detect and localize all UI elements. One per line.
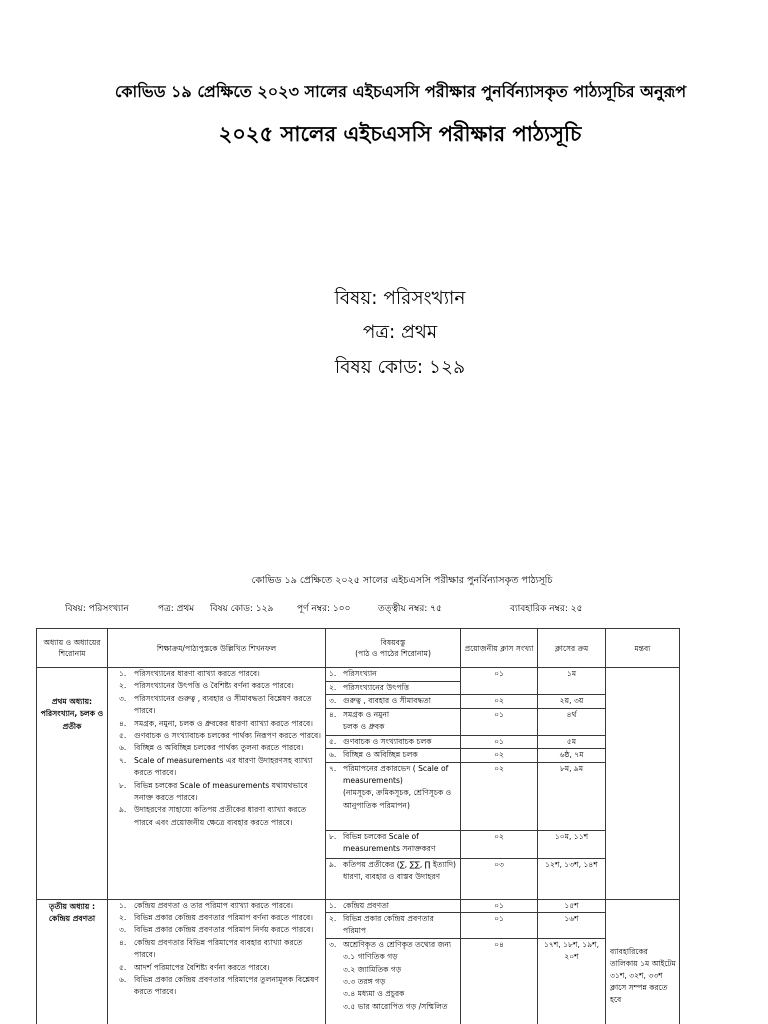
outcome-number: ২. <box>119 913 127 923</box>
content-item <box>329 763 457 813</box>
content-number: ৩. <box>329 939 337 949</box>
class-count-cell: ০৩ <box>461 858 538 899</box>
class-count-cell: ০২ <box>461 695 538 708</box>
class-count-cell: ০১ <box>461 735 538 748</box>
content-text: অশ্রেণিকৃত ও শ্রেণিকৃত তথ্যের জন্য <box>343 939 452 949</box>
content-item <box>329 831 457 856</box>
remark-cell <box>606 668 680 900</box>
content-item <box>329 709 457 734</box>
content-number: ৮. <box>329 831 337 841</box>
content-number: ৩. <box>329 696 337 706</box>
outcome-text: বিভিন্ন প্রকার কেন্দ্রিয় প্রবণতার পরিমাপ বর্ণনা করতে পারবে। <box>134 913 313 923</box>
chapter-title-cell <box>37 668 108 900</box>
info-subject-code: বিষয় কোড: ১২৯ <box>210 604 274 614</box>
remark-text: ব্যাবহারিকের তালিকায় ১ম আইটেম ৩১শ, ৩২শ, ৩৩শ ক্লাসে সম্পন্ন করতে হবে <box>610 946 676 1004</box>
content-number: ৪. <box>329 709 337 719</box>
outcome-number: ৪. <box>119 937 127 947</box>
syllabus-title: কোভিড ১৯ প্রেক্ষিতে ২০২৫ সালের এইচএসসি পরীক্ষার পুনর্বিন্যাসকৃত পাঠ্যসূচি <box>251 575 553 586</box>
header-learning-outcomes: শিক্ষাক্রম/পাঠ্যপুস্তকে উল্লিখিত শিখনফল <box>108 629 326 668</box>
content-text: কতিপয় প্রতীকের (∑, ∑∑, ∏ ইত্যাদি) ধারণা, ব্যবহার ও বাস্তব উদাহরণ <box>343 859 457 882</box>
outcome-item <box>111 937 322 962</box>
content-item <box>329 913 457 938</box>
outcome-item <box>111 680 322 692</box>
content-text: গুণবাচক ও সংখ্যাবাচক চলক <box>343 736 432 746</box>
content-item <box>329 900 457 912</box>
class-order-cell: ১২শ, ১৩শ, ১৪শ <box>538 858 606 899</box>
outcome-text: সমগ্রক, নমুনা, চলক ও ধ্রুবকের ধারণা ব্যাখ্যা করতে পারবে। <box>134 718 313 728</box>
content-text: বিভিন্ন প্রকার কেন্দ্রিয় প্রবণতার পরিমাপ <box>343 914 434 936</box>
content-subitem: ৩.১ গাণিতিক গড় <box>343 952 398 962</box>
content-text: চলক ও ধ্রুবক <box>343 722 385 732</box>
class-order-cell: ১ম <box>538 668 606 695</box>
outcome-text: পরিসংখ্যানের ধারণা ব্যাখ্যা করতে পারবে। <box>134 669 260 678</box>
content-cell <box>326 682 461 695</box>
outcome-text: বিভিন্ন প্রকার কেন্দ্রিয় প্রবণতার পরিমাপের তুলনামূলক বিশ্লেষণ করতে পারবে। <box>134 975 319 997</box>
table-row <box>37 668 680 682</box>
outcome-number: ৩. <box>119 693 127 703</box>
class-count-cell: ০১ <box>461 668 538 695</box>
content-text: বিচ্ছিন্ন ও অবিচ্ছিন্ন চলক <box>343 750 418 760</box>
content-item <box>329 939 457 1013</box>
content-item <box>329 682 457 694</box>
content-item <box>329 749 457 761</box>
class-order-cell: ৪র্থ <box>538 708 606 735</box>
outcome-item <box>111 730 322 742</box>
info-theory-marks: তত্ত্বীয় নম্বর: ৭৫ <box>378 604 442 614</box>
content-text: কেন্দ্রিয় প্রবণতা <box>343 900 389 910</box>
header-remarks: মন্তব্য <box>606 629 680 668</box>
content-text: পরিমাপনের প্রকারভেদ ( Scale of measurements) <box>343 763 449 786</box>
class-count-cell: ০১ <box>461 913 538 939</box>
doc-title-line2: ২০২৫ সালের এইচএসসি পরীক্ষার পাঠ্যসূচি <box>218 122 582 146</box>
outcome-text: আদর্শ পরিমাপের বৈশিষ্ট্য বর্ণনা করতে পারবে। <box>134 962 270 972</box>
class-count-cell: ০২ <box>461 749 538 762</box>
content-cell <box>326 735 461 748</box>
table-row <box>37 899 680 912</box>
class-order-cell: ৫ম <box>538 735 606 748</box>
outcome-number: ৬. <box>119 743 127 753</box>
syllabus-table <box>36 628 680 1024</box>
content-cell <box>326 899 461 912</box>
cover-subject-code: বিষয় কোড: ১২৯ <box>334 357 466 378</box>
outcome-item <box>111 755 322 780</box>
content-number: ৯. <box>329 859 337 869</box>
class-order-cell: ৬ষ্ঠ, ৭ম <box>538 749 606 762</box>
content-number: ১. <box>329 669 337 678</box>
content-cell <box>326 938 461 1024</box>
header-content <box>326 629 461 668</box>
class-count-cell: ০১ <box>461 899 538 912</box>
outcome-text: কেন্দ্রিয় প্রবণতা ও তার পরিমাপ ব্যাখ্যা করতে পারবে। <box>134 900 293 910</box>
outcome-item <box>111 924 322 936</box>
outcome-number: ৬. <box>119 975 127 985</box>
content-text: (নামসূচক, ক্রমিকসূচক, শ্রেণিসূচক ও আনুপাতিক পরিমাপন) <box>343 788 452 810</box>
outcome-text: গুণবাচক ও সংখ্যাবাচক চলকের পার্থক্য নিরূপণ করতে পারবে। <box>134 731 322 741</box>
content-number: ২. <box>329 683 337 692</box>
content-item <box>329 859 457 884</box>
content-subitem: ৩.৪ মধ্যমা ও প্রচুরক <box>343 989 405 999</box>
cover-paper: পত্র: প্রথম <box>362 322 438 343</box>
content-cell <box>326 668 461 682</box>
chapter-title: প্রথম অধ্যায়: পরিসংখ্যান, চলক ও প্রতীক <box>40 697 104 731</box>
class-count-cell: ০৪ <box>461 938 538 1024</box>
content-number: ২. <box>329 914 337 924</box>
class-order-cell: ২য়, ৩য় <box>538 695 606 708</box>
outcome-text: পরিসংখ্যানের উৎপত্তি ও বৈশিষ্ট্য বর্ণনা করতে পারবে। <box>134 681 294 691</box>
content-cell <box>326 762 461 830</box>
outcome-item <box>111 718 322 730</box>
outcome-text: বিচ্ছিন্ন ও অবিচ্ছিন্ন চলকের পার্থক্য তুলনা করতে পারবে। <box>134 743 304 753</box>
content-subitem: ৩.৩ তরঙ্গ গড় <box>343 977 386 987</box>
class-count-cell: ০২ <box>461 830 538 858</box>
chapter-title: তৃতীয় অধ্যায় : কেন্দ্রিয় প্রবণতা <box>48 901 96 924</box>
chapter-title-cell <box>37 899 108 1024</box>
info-full-marks: পূর্ণ নম্বর: ১০০ <box>297 604 351 614</box>
outcome-item <box>111 962 322 974</box>
content-item <box>329 668 457 680</box>
content-number: ১. <box>329 900 337 910</box>
content-cell <box>326 913 461 939</box>
content-number: ৬. <box>329 750 337 760</box>
content-number: ৭. <box>329 763 337 773</box>
outcome-item <box>111 780 322 805</box>
outcome-number: ৪. <box>119 718 127 728</box>
outcome-text: কেন্দ্রিয় প্রবণতার বিভিন্ন পরিমাপের ব্যবহার ব্যাখ্যা করতে পারবে। <box>134 937 303 960</box>
outcome-item <box>111 804 322 829</box>
remark-cell <box>606 899 680 1024</box>
header-chapter: অধ্যায় ও অধ্যায়ের শিরোনাম <box>37 629 108 668</box>
outcome-number: ৭. <box>119 755 127 765</box>
outcome-item <box>111 900 322 912</box>
outcome-number: ১. <box>119 669 127 678</box>
outcome-item <box>111 742 322 754</box>
info-paper: পত্র: প্রথম <box>158 604 195 614</box>
content-text: গুরুত্ব , ব্যবহার ও সীমাবদ্ধতা <box>343 696 431 706</box>
outcome-number: ২. <box>119 681 127 691</box>
outcome-item <box>111 693 322 718</box>
outcome-text: পরিসংখ্যানের গুরুত্ব , ব্যবহার ও সীমাবদ্ধতা বিশ্লেষণ করতে পারবে। <box>134 693 312 716</box>
class-count-cell: ০২ <box>461 762 538 830</box>
class-order-cell: ১০ম, ১১শ <box>538 830 606 858</box>
content-text: সমগ্রক ও নমুনা <box>343 709 390 719</box>
doc-title-line1: কোভিড ১৯ প্রেক্ষিতে ২০২৩ সালের এইচএসসি পরীক্ষার পুনর্বিন্যাসকৃত পাঠ্যসূচির অনুরূপ <box>114 82 687 101</box>
outcome-item <box>111 668 322 680</box>
outcome-number: ১. <box>119 900 127 910</box>
class-order-cell: ১৫শ <box>538 899 606 912</box>
class-order-cell: ১৭শ, ১৮শ, ১৯শ, ২০শ <box>538 938 606 1024</box>
content-number: ৫. <box>329 736 337 746</box>
header-class-count: প্রয়োজনীয় ক্লাস সংখ্যা <box>461 629 538 668</box>
info-subject: বিষয়: পরিসংখ্যান <box>65 604 129 614</box>
header-class-order: ক্লাসের ক্রম <box>538 629 606 668</box>
info-practical-marks: ব্যাবহারিক নম্বর: ২৫ <box>510 604 583 614</box>
learning-outcomes-cell <box>108 899 326 1024</box>
content-text: বিভিন্ন চলকের Scale of measurements সনাক্তকরণ <box>343 831 436 854</box>
content-cell <box>326 695 461 708</box>
outcome-number: ৮. <box>119 780 127 790</box>
outcome-item <box>111 912 322 924</box>
content-cell <box>326 858 461 899</box>
outcome-text: উদাহরণের সাহায্যে কতিপয় প্রতীকের ধারণা ব্যাখ্যা করতে পারবে এবং প্রয়োজনীয় ক্ষেত্রে ব্যবহার করতে পারবে। <box>134 805 307 827</box>
outcome-number: ৩. <box>119 925 127 935</box>
content-item <box>329 736 457 748</box>
class-order-cell: ৮ম, ৯ম <box>538 762 606 830</box>
content-subitem: ৩.৫ ভার আরোপিত গড় /সম্মিলিত <box>343 1001 448 1011</box>
table-header-row <box>37 629 680 668</box>
content-cell <box>326 749 461 762</box>
outcome-number: ৫. <box>119 962 127 972</box>
content-item <box>329 695 457 707</box>
content-cell <box>326 830 461 858</box>
learning-outcomes-cell <box>108 668 326 900</box>
cover-subject: বিষয়: পরিসংখ্যান <box>334 288 466 309</box>
header-content-title: বিষয়বস্তু <box>380 638 406 647</box>
outcome-text: Scale of measurements এর ধারণা উদাহরণসহ ব্যাখ্যা করতে পারবে। <box>134 755 313 778</box>
content-text: পরিসংখ্যানের উৎপত্তি <box>343 683 410 692</box>
outcome-number: ৫. <box>119 731 127 741</box>
class-order-cell: ১৬শ <box>538 913 606 939</box>
outcome-text: বিভিন্ন প্রকার কেন্দ্রিয় প্রবণতার পরিমাপ নির্ণয় করতে পারবে। <box>134 925 314 935</box>
content-subitem: ৩.২ জ্যামিতিক গড় <box>343 964 402 974</box>
syllabus-table-wrapper <box>36 628 682 1024</box>
header-content-subtitle: (পাঠ ও পাঠের শিরোনাম) <box>355 649 431 658</box>
content-cell <box>326 708 461 735</box>
outcome-text: বিভিন্ন চলকের Scale of measurements যথাযথভাবে সনাক্ত করতে পারবে। <box>134 780 308 803</box>
outcome-number: ৯. <box>119 805 127 815</box>
outcome-item <box>111 974 322 999</box>
content-text: পরিসংখ্যান <box>343 669 377 678</box>
class-count-cell: ০১ <box>461 708 538 735</box>
